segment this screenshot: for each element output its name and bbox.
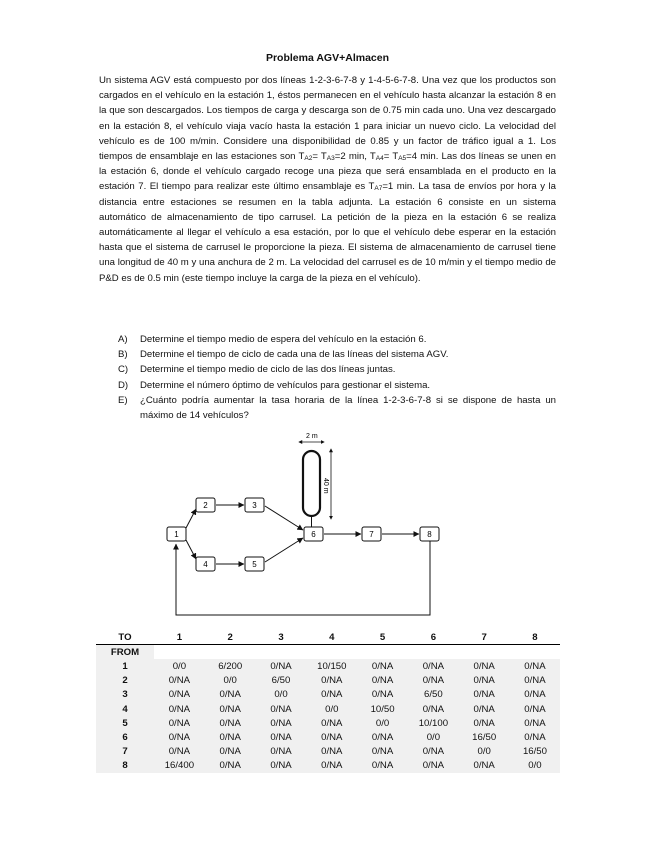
table-cell: 0/NA [510,702,561,716]
station-1 [167,527,186,541]
table-cell: 0/NA [510,674,561,688]
from-row-header: 5 [96,716,154,730]
table-cell: 0/NA [459,759,510,773]
table-cell: 0/NA [306,759,357,773]
table-row [96,688,560,702]
station-3 [245,498,264,512]
station-6-label: 6 [311,530,316,539]
station-5-label: 5 [252,560,257,569]
from-row-header: 1 [96,659,154,673]
paragraph-subscript: A3 [326,155,335,163]
to-label: TO [96,630,154,645]
table-cell: 0/NA [510,659,561,673]
from-to-table [96,630,560,773]
table-cell: 16/400 [154,759,205,773]
paragraph-subscript: A4 [375,155,384,163]
question-letter: C) [118,364,129,376]
table-cell: 0/NA [154,688,205,702]
table-cell: 6/50 [256,674,307,688]
table-cell: 0/NA [357,674,408,688]
table-cell: 0/0 [205,674,256,688]
width-dimension-label: 2 m [306,433,318,440]
station-7 [362,527,381,541]
to-column-header: 4 [306,630,357,645]
from-label-spacer [154,645,560,660]
question-text: ¿Cuánto podría aumentar la tasa horaria de la línea 1-2-3-6-7-8 si se dispone de hasta un máximo de 14 vehículos? [140,394,556,422]
table-row [96,716,560,730]
table-cell: 0/NA [408,702,459,716]
paragraph-text: Un sistema AGV está compuesto por dos líneas 1-2-3-6-7-8 y 1-4-5-6-7-8. Una vez que los productos son cargados en el vehículo en la estación 1, éstos permanecen en el vehículo hasta alcanzar la estación 8 en la que son descargados. Los tiempos de carga y descarga son de 0.75 min cada uno. Una vez descargado en la estación 8, el vehículo viaja vacío hasta la estación 1 para iniciar un nuevo ciclo. La velocidad del vehículo es de 100 m/min. Considere una disponibilidad de 0.85 y un factor de tráfico igual a 1. Los tiempos de ensamblaje en las estaciones son T [99,75,556,163]
question-text: Determine el tiempo medio de ciclo de las dos líneas juntas. [140,364,396,376]
table-cell: 0/NA [306,688,357,702]
carousel-shape [303,451,320,516]
from-label: FROM [96,645,154,660]
table-cell: 0/NA [256,730,307,744]
from-row-header: 2 [96,674,154,688]
table-row [96,674,560,688]
table-cell: 0/NA [154,730,205,744]
question-letter: D) [118,379,129,391]
table-cell: 0/0 [306,702,357,716]
document-title: Problema AGV+Almacen [265,52,390,64]
table-cell: 0/NA [357,759,408,773]
table-cell: 6/50 [408,688,459,702]
from-row-header: 8 [96,759,154,773]
table-row [96,702,560,716]
station-2 [196,498,215,512]
table-row [96,730,560,744]
table-cell: 0/NA [459,688,510,702]
station-8-label: 8 [427,530,432,539]
table-cell: 0/NA [154,745,205,759]
table-cell: 0/0 [154,659,205,673]
table-cell: 0/NA [205,745,256,759]
to-column-header: 5 [357,630,408,645]
paragraph-subscript: A7 [374,185,383,193]
table-header-row [96,630,560,645]
to-column-header: 1 [154,630,205,645]
from-label-row [96,645,560,660]
to-column-header: 7 [459,630,510,645]
table-cell: 0/NA [205,688,256,702]
table-cell: 0/0 [459,745,510,759]
table-cell: 0/NA [459,674,510,688]
paragraph-text: =1 min. La tasa de envíos por hora y la distancia entre estaciones se resumen en la tabla adjunta. La estación 6 consiste en un sistema automático de almacenamiento de tipo carrusel. La petición de la pieza en la estación 6 se realiza automáticamente al llegar el vehículo a esa estación, por lo que el vehículo debe esperar en la estación hasta que el sistema de carrusel le proporcione la pieza. El sistema de almacenamiento de carrusel tiene una longitud de 40 m y una anchura de 2 m. La velocidad del carrusel es de 10 m/min y el tiempo medio de P&D es de 0.5 min (este tiempo incluye la carga de la pieza en el vehículo). [99,181,557,284]
table-cell: 0/0 [510,759,561,773]
question-text: Determine el tiempo medio de espera del vehículo en la estación 6. [140,334,427,345]
table-cell: 10/100 [408,716,459,730]
table-cell: 0/NA [408,759,459,773]
edge-8-1-return [176,541,430,615]
paragraph-text: =2 min, T [334,151,376,163]
paragraph-subscript: A5 [398,155,407,163]
table-cell: 0/NA [306,674,357,688]
paragraph-text: = T [312,151,327,163]
table-cell: 0/NA [154,716,205,730]
table-cell: 0/NA [256,759,307,773]
table-cell: 0/NA [205,716,256,730]
table-cell: 0/NA [256,659,307,673]
table-cell: 0/0 [408,730,459,744]
from-row-header: 6 [96,730,154,744]
to-column-header: 2 [205,630,256,645]
table-cell: 0/NA [306,716,357,730]
table-cell: 0/NA [306,745,357,759]
from-row-header: 7 [96,745,154,759]
table-cell: 16/50 [459,730,510,744]
station-6 [304,527,323,541]
edge-5-6 [265,538,303,562]
table-cell: 0/NA [154,674,205,688]
table-cell: 10/150 [306,659,357,673]
station-3-label: 3 [252,501,257,510]
table-cell: 0/NA [306,730,357,744]
table-cell: 0/NA [205,759,256,773]
edge-3-6 [265,506,303,530]
question-letter: E) [118,394,128,406]
length-dimension-label: 40 m [322,478,329,494]
table-cell: 0/NA [357,730,408,744]
station-2-label: 2 [203,501,208,510]
question-letter: A) [118,334,128,345]
station-1-label: 1 [174,530,179,539]
question-text: Determine el número óptimo de vehículos para gestionar el sistema. [140,379,431,391]
table-cell: 0/0 [357,716,408,730]
table-cell: 0/NA [154,702,205,716]
table-cell: 0/NA [357,688,408,702]
table-cell: 0/NA [510,688,561,702]
table-row [96,745,560,759]
table-cell: 10/50 [357,702,408,716]
table-cell: 0/NA [357,745,408,759]
table-cell: 6/200 [205,659,256,673]
question-text: Determine el tiempo de ciclo de cada una de las líneas del sistema AGV. [140,349,449,361]
table-cell: 0/NA [510,730,561,744]
table-cell: 0/0 [256,688,307,702]
edge-1-4 [186,540,196,559]
station-7-label: 7 [369,530,374,539]
table-row [96,759,560,773]
paragraph-text: = T [383,151,399,163]
table-cell: 0/NA [205,730,256,744]
table-cell: 0/NA [256,716,307,730]
table-cell: 0/NA [408,745,459,759]
station-5 [245,557,264,571]
to-column-header: 8 [510,630,561,645]
table-cell: 0/NA [408,659,459,673]
table-cell: 0/NA [510,716,561,730]
table-cell: 0/NA [256,702,307,716]
paragraph-subscript: A2 [304,155,313,163]
from-row-header: 3 [96,688,154,702]
table-cell: 16/50 [510,745,561,759]
question-letter: B) [118,349,128,361]
table-cell: 0/NA [459,716,510,730]
station-4 [196,557,215,571]
to-column-header: 6 [408,630,459,645]
table-cell: 0/NA [408,674,459,688]
table-row [96,659,560,673]
table-cell: 0/NA [459,659,510,673]
edge-1-2 [186,509,196,528]
paragraph-text: =4 min. Las dos líneas se unen en la estación 6, donde el vehículo cargado recoge una pieza que será ensamblada en el producto en la estación 7. El tiempo para realizar este último ensamblaje es T [99,151,556,193]
from-row-header: 4 [96,702,154,716]
station-4-label: 4 [203,560,208,569]
carousel-storage [302,433,331,527]
table-cell: 0/NA [459,702,510,716]
to-column-header: 3 [256,630,307,645]
table-cell: 0/NA [256,745,307,759]
table-cell: 0/NA [205,702,256,716]
station-8 [420,527,439,541]
table-cell: 0/NA [357,659,408,673]
